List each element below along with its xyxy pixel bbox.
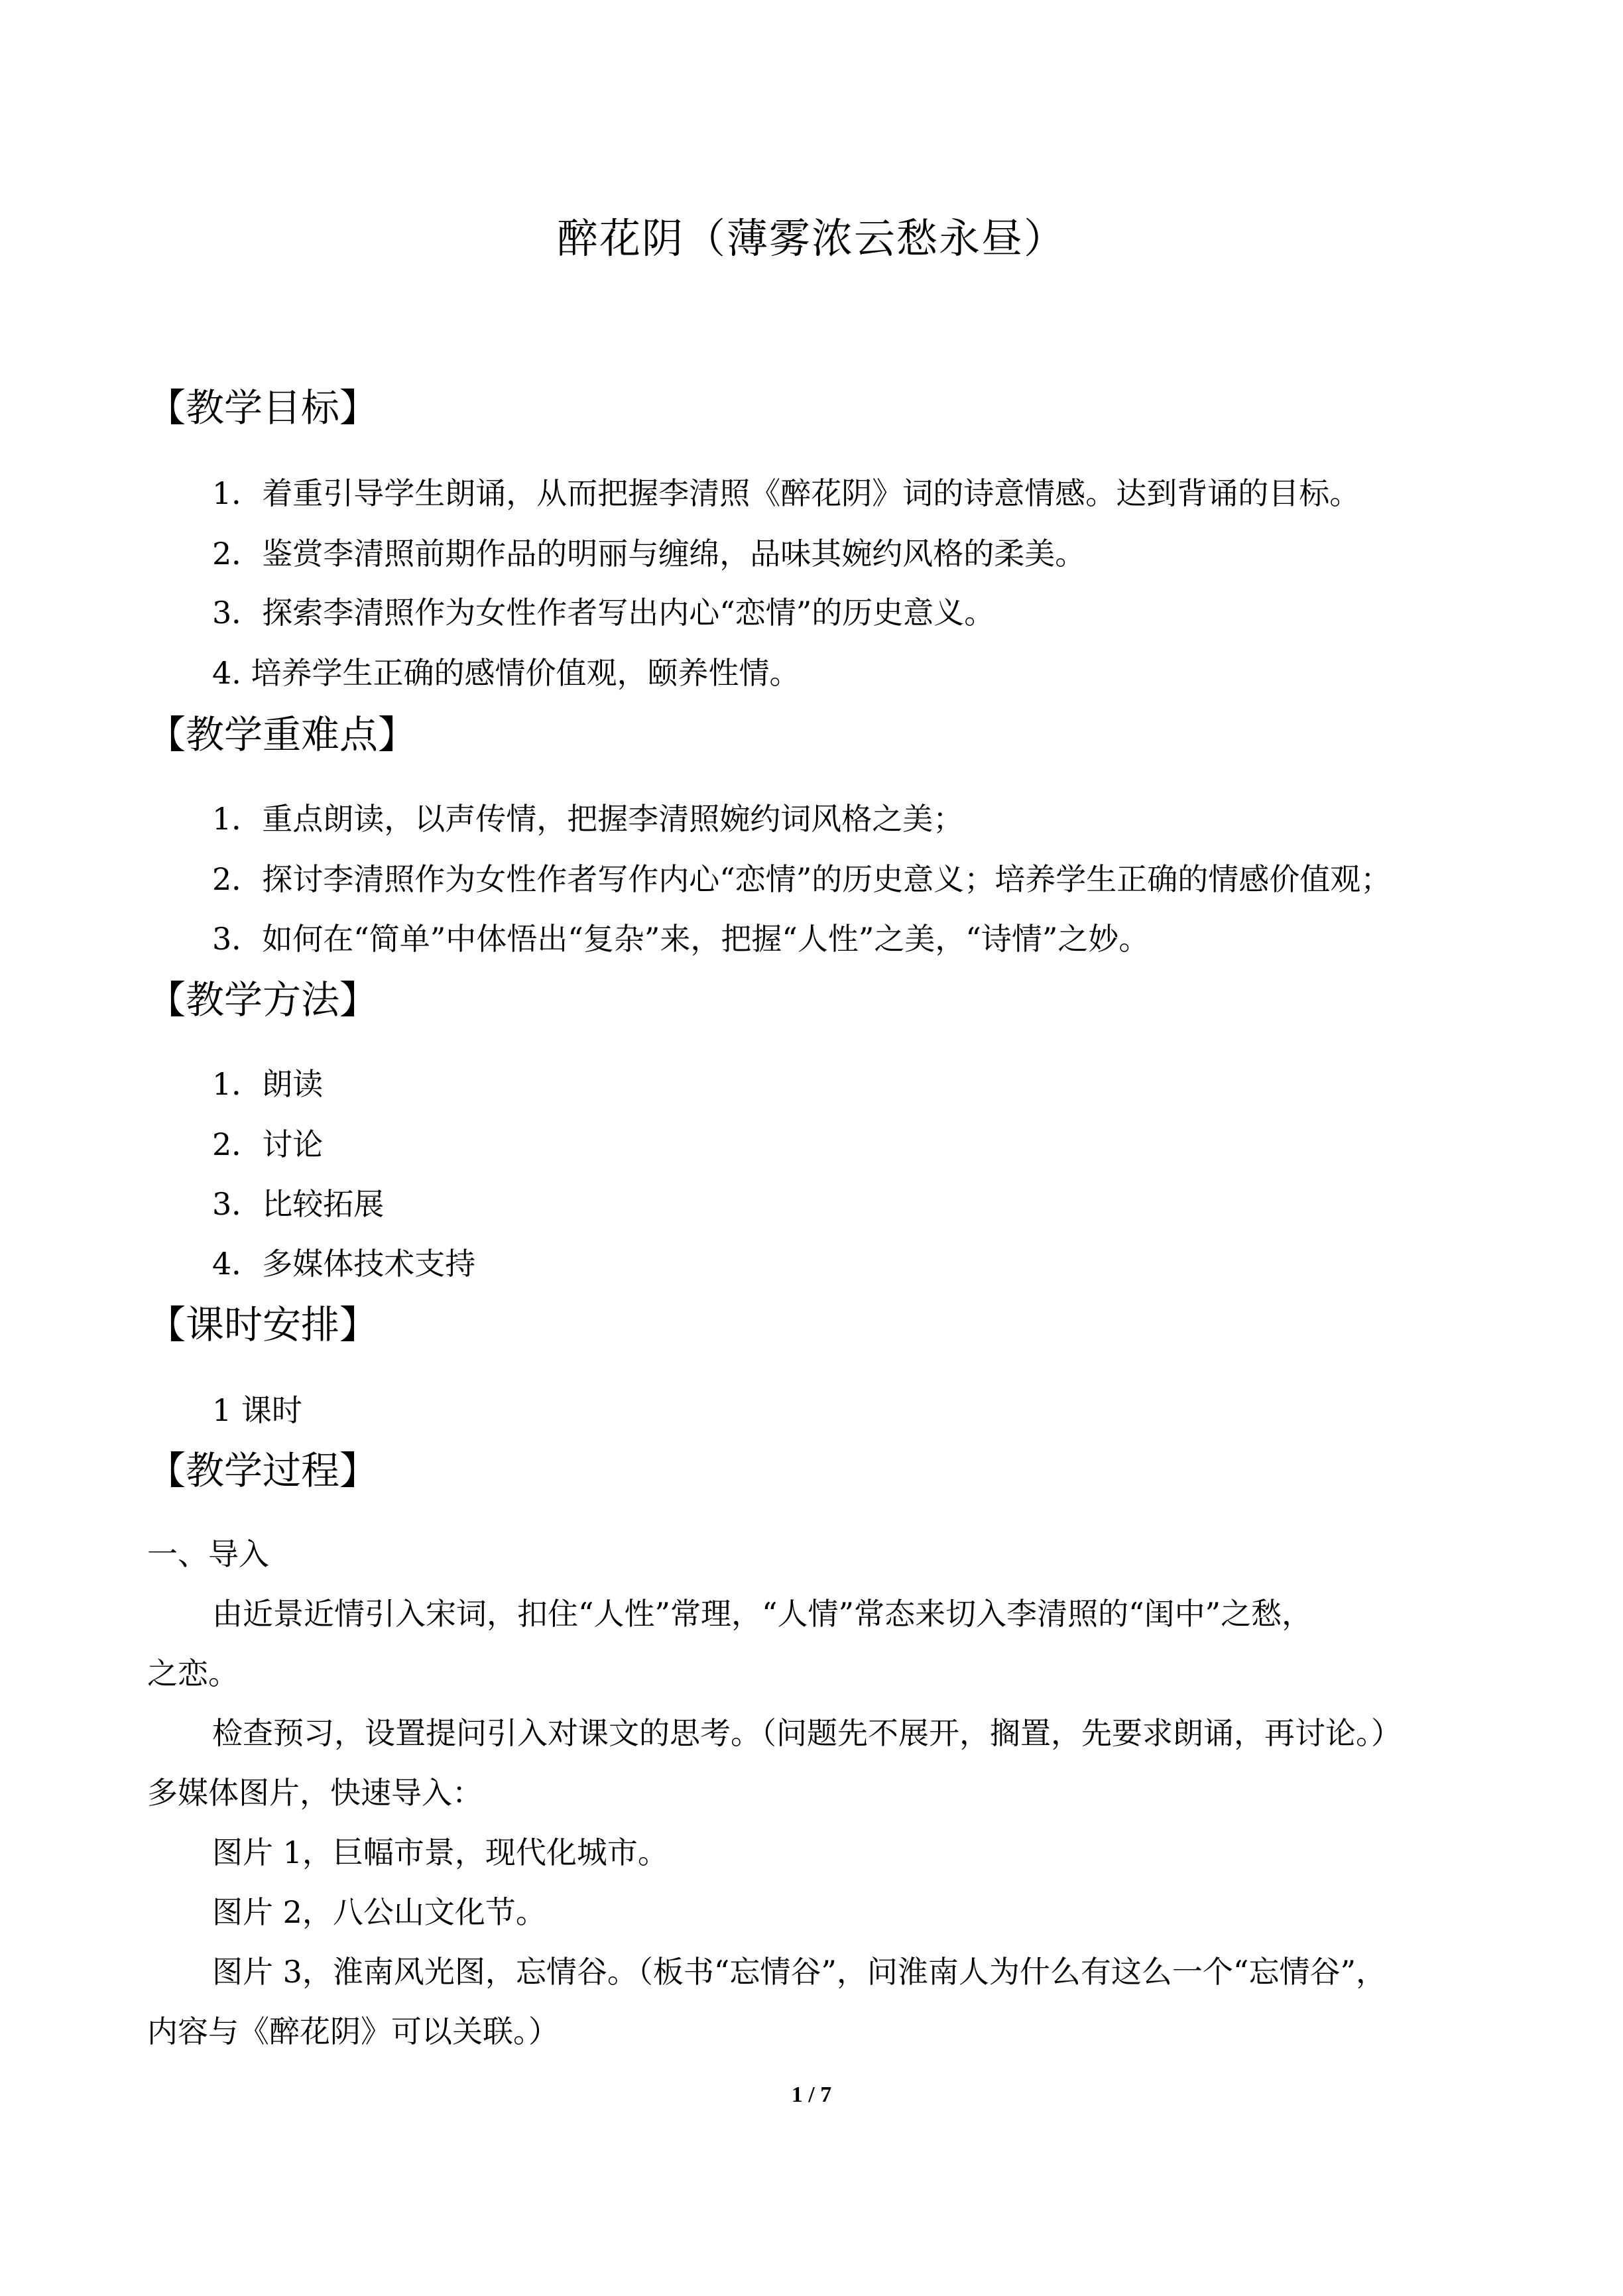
method-item: 4．多媒体技术支持 [212, 1246, 476, 1282]
section-heading-methods: 【教学方法】 [147, 977, 379, 1022]
process-paragraph: 多媒体图片，快速导入： [147, 1775, 483, 1811]
section-heading-process: 【教学过程】 [147, 1448, 379, 1493]
section-heading-schedule: 【课时安排】 [147, 1302, 379, 1347]
objective-item: 2．鉴赏李清照前期作品的明丽与缠绵，品味其婉约风格的柔美。 [212, 536, 1086, 572]
process-paragraph: 图片 2，八公山文化节。 [212, 1894, 546, 1930]
page-indicator: 1 / 7 [791, 2083, 832, 2107]
process-paragraph: 检查预习，设置提问引入对课文的思考。（问题先不展开，搁置，先要求朗诵，再讨论。） [212, 1715, 1402, 1751]
objective-item: 3．探索李清照作为女性作者写出内心“恋情”的历史意义。 [212, 595, 995, 631]
section-heading-key-points: 【教学重难点】 [147, 712, 417, 757]
method-item: 1．朗读 [212, 1066, 324, 1102]
process-paragraph: 图片 1，巨幅市景，现代化城市。 [212, 1835, 668, 1870]
method-item: 3．比较拓展 [212, 1186, 385, 1222]
key-point-item: 2．探讨李清照作为女性作者写作内心“恋情”的历史意义；培养学生正确的情感价值观； [212, 861, 1392, 897]
method-item: 2．讨论 [212, 1126, 324, 1162]
objective-item: 1．着重引导学生朗诵，从而把握李清照《醉花阴》词的诗意情感。达到背诵的目标。 [212, 475, 1360, 511]
process-paragraph: 内容与《醉花阴》可以关联。） [147, 2014, 559, 2049]
schedule-text: 1 课时 [212, 1392, 302, 1428]
process-paragraph: 由近景近情引入宋词，扣住“人性”常理，“人情”常态来切入李清照的“闺中”之愁， [212, 1596, 1313, 1632]
key-point-item: 1．重点朗读，以声传情，把握李清照婉约词风格之美； [212, 801, 964, 837]
document-title: 醉花阴（薄雾浓云愁永昼） [556, 214, 1066, 263]
key-point-item: 3．如何在“简单”中体悟出“复杂”来，把握“人性”之美，“诗情”之妙。 [212, 921, 1150, 957]
objective-item: 4. 培养学生正确的感情价值观，颐养性情。 [212, 655, 800, 691]
process-paragraph: 图片 3，淮南风光图，忘情谷。（板书“忘情谷”，问淮南人为什么有这么一个“忘情谷”， [212, 1954, 1386, 1990]
process-paragraph: 之恋。 [147, 1656, 239, 1691]
process-subheading: 一、导入 [147, 1536, 269, 1572]
section-heading-objectives: 【教学目标】 [147, 385, 379, 430]
